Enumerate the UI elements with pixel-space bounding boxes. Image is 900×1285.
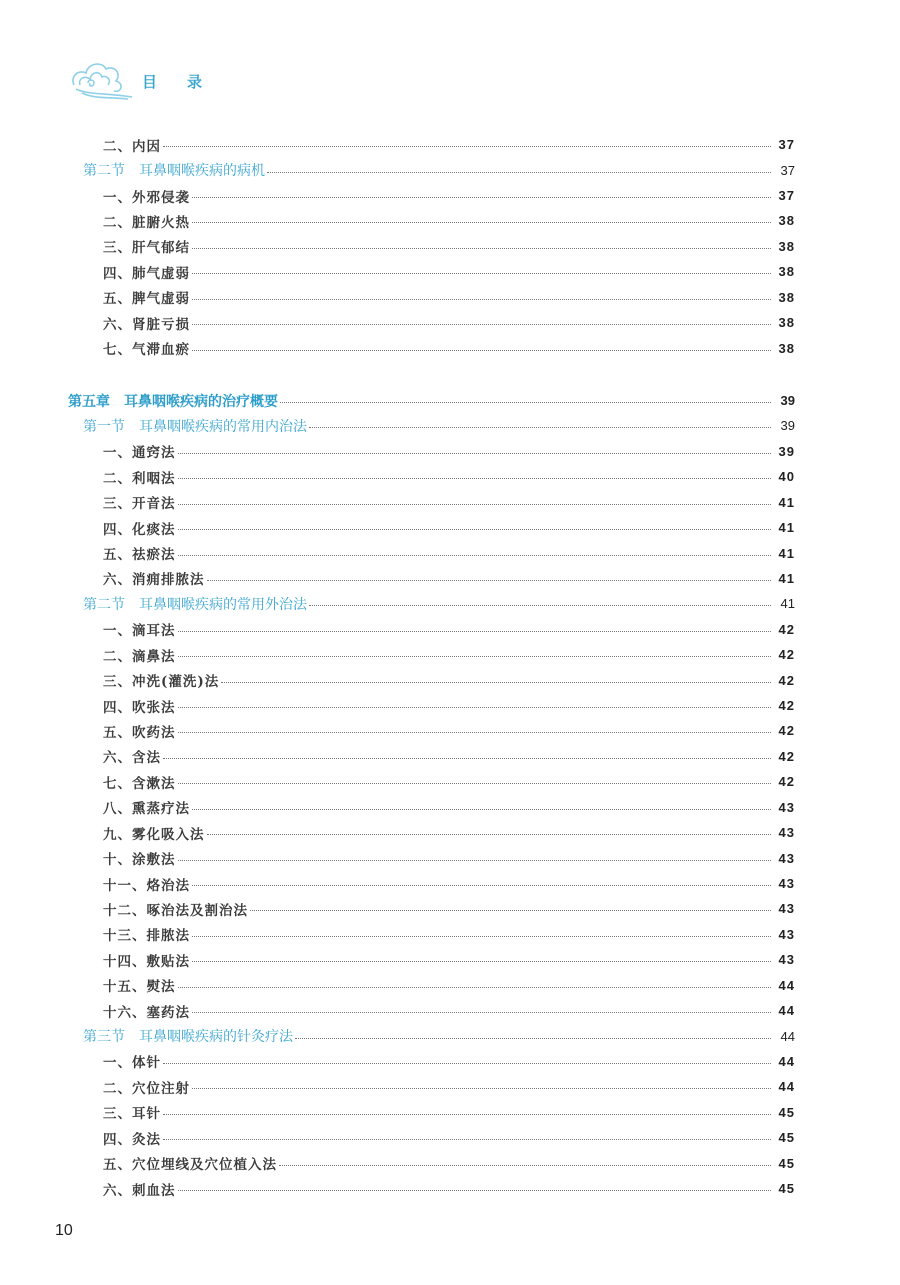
dot-leader — [279, 1165, 771, 1166]
cloud-ornament-icon — [68, 59, 134, 103]
toc-entry-title: 三、肝气郁结 — [103, 240, 190, 257]
toc-entry-title: 九、雾化吸入法 — [103, 826, 205, 843]
toc-entry-chapter[interactable] — [0, 388, 900, 413]
toc-entry-page: 42 — [778, 774, 795, 790]
toc-entry-item[interactable] — [0, 540, 900, 565]
toc-entry-item[interactable] — [0, 617, 900, 642]
dot-leader — [178, 1190, 772, 1191]
toc-entry-item[interactable] — [0, 769, 900, 794]
toc-entry-title: 二、内因 — [103, 138, 161, 155]
toc-entry-page: 43 — [778, 876, 795, 892]
toc-entry-item[interactable] — [0, 489, 900, 514]
toc-entry-title: 十三、排脓法 — [103, 928, 190, 945]
toc-entry-page: 40 — [778, 469, 795, 485]
toc-entry-title: 六、消痈排脓法 — [103, 572, 205, 589]
dot-leader — [178, 732, 772, 733]
dot-leader — [192, 299, 771, 300]
toc-entry-item[interactable] — [0, 234, 900, 259]
dot-leader — [163, 758, 771, 759]
toc-entry-title: 十四、敷贴法 — [103, 953, 190, 970]
toc-entry-page: 44 — [778, 1079, 795, 1095]
toc-entry-page: 43 — [778, 901, 795, 917]
dot-leader — [192, 350, 771, 351]
toc-entry-item[interactable] — [0, 1074, 900, 1099]
toc-entry-page: 43 — [778, 825, 795, 841]
toc-heading-char-1: 目 — [142, 72, 158, 91]
toc-entry-title: 四、灸法 — [103, 1131, 161, 1148]
dot-leader — [250, 910, 771, 911]
toc-entry-item[interactable] — [0, 515, 900, 540]
toc-entry-title: 十一、烙治法 — [103, 877, 190, 894]
dot-leader — [192, 809, 771, 810]
toc-entry-title: 十六、塞药法 — [103, 1004, 190, 1021]
toc-entry-title: 七、气滞血瘀 — [103, 342, 190, 359]
toc-heading-char-2: 录 — [187, 72, 203, 91]
toc-entry-item[interactable] — [0, 208, 900, 233]
toc-entry-page: 41 — [778, 570, 795, 586]
dot-leader — [178, 504, 772, 505]
toc-entry-page: 44 — [780, 1028, 795, 1044]
dot-leader — [192, 961, 771, 962]
dot-leader — [178, 987, 772, 988]
toc-entry-title: 五、脾气虚弱 — [103, 291, 190, 308]
toc-entry-page: 45 — [778, 1130, 795, 1146]
toc-entry-page: 38 — [778, 289, 795, 305]
dot-leader — [207, 580, 772, 581]
dot-leader — [192, 273, 771, 274]
toc-entry-section[interactable] — [0, 413, 900, 438]
toc-entry-title: 四、肺气虚弱 — [103, 265, 190, 282]
dot-leader — [267, 172, 771, 173]
dot-leader — [178, 555, 772, 556]
toc-entry-title: 第二节 耳鼻咽喉疾病的常用外治法 — [83, 596, 307, 613]
toc-entry-page: 42 — [778, 621, 795, 637]
toc-entry-item[interactable] — [0, 1176, 900, 1201]
toc-entry-page: 39 — [780, 393, 795, 408]
toc-entry-item[interactable] — [0, 795, 900, 820]
table-of-contents — [0, 132, 900, 1201]
dot-leader — [178, 529, 772, 530]
toc-entry-item[interactable] — [0, 744, 900, 769]
toc-entry-title: 二、穴位注射 — [103, 1080, 190, 1097]
toc-entry-title: 第二节 耳鼻咽喉疾病的病机 — [83, 163, 265, 180]
dot-leader — [192, 885, 771, 886]
toc-entry-page: 44 — [778, 977, 795, 993]
toc-entry-title: 二、脏腑火热 — [103, 214, 190, 231]
toc-entry-title: 五、祛瘀法 — [103, 547, 176, 564]
toc-entry-item[interactable] — [0, 132, 900, 157]
dot-leader — [192, 936, 771, 937]
toc-entry-title: 六、刺血法 — [103, 1182, 176, 1199]
toc-entry-page: 43 — [778, 952, 795, 968]
toc-entry-item[interactable] — [0, 439, 900, 464]
toc-entry-title: 一、外邪侵袭 — [103, 189, 190, 206]
toc-entry-page: 43 — [778, 799, 795, 815]
toc-entry-item[interactable] — [0, 718, 900, 743]
toc-entry-title: 六、含法 — [103, 750, 161, 767]
toc-entry-title: 四、吹张法 — [103, 699, 176, 716]
toc-entry-item[interactable] — [0, 566, 900, 591]
toc-entry-title: 第三节 耳鼻咽喉疾病的针灸疗法 — [83, 1029, 293, 1046]
dot-leader — [192, 1088, 771, 1089]
toc-entry-title: 二、利咽法 — [103, 470, 176, 487]
toc-entry-item[interactable] — [0, 947, 900, 972]
dot-leader — [163, 1063, 771, 1064]
toc-entry-title: 三、开音法 — [103, 496, 176, 513]
dot-leader — [178, 478, 772, 479]
toc-entry-item[interactable] — [0, 667, 900, 692]
toc-entry-title: 八、熏蒸疗法 — [103, 801, 190, 818]
toc-entry-item[interactable] — [0, 845, 900, 870]
dot-leader — [192, 197, 771, 198]
toc-entry-page: 43 — [778, 926, 795, 942]
toc-entry-title: 三、冲洗(灌洗)法 — [103, 674, 220, 691]
toc-entry-title: 一、通窍法 — [103, 445, 176, 462]
page-number: 10 — [55, 1222, 73, 1239]
toc-entry-title: 一、滴耳法 — [103, 623, 176, 640]
toc-entry-page: 42 — [778, 698, 795, 714]
toc-entry-item[interactable] — [0, 335, 900, 360]
toc-entry-page: 39 — [780, 418, 795, 434]
toc-entry-title: 三、耳针 — [103, 1106, 161, 1123]
dot-leader — [178, 860, 772, 861]
dot-leader — [192, 324, 771, 325]
toc-entry-page: 38 — [778, 238, 795, 254]
dot-leader — [207, 834, 772, 835]
toc-entry-page: 39 — [778, 443, 795, 459]
toc-entry-item[interactable] — [0, 183, 900, 208]
dot-leader — [280, 402, 771, 403]
toc-entry-page: 37 — [778, 137, 795, 153]
toc-entry-page: 41 — [778, 494, 795, 510]
toc-entry-title: 五、吹药法 — [103, 724, 176, 741]
toc-entry-item[interactable] — [0, 973, 900, 998]
toc-entry-title: 四、化痰法 — [103, 521, 176, 538]
toc-entry-page: 42 — [778, 723, 795, 739]
toc-entry-page: 41 — [778, 520, 795, 536]
toc-entry-item[interactable] — [0, 998, 900, 1023]
toc-entry-page: 41 — [780, 596, 795, 612]
toc-entry-page: 45 — [778, 1181, 795, 1197]
dot-leader — [178, 656, 772, 657]
toc-entry-page: 45 — [778, 1104, 795, 1120]
toc-entry-title: 十五、熨法 — [103, 979, 176, 996]
dot-leader — [178, 707, 772, 708]
toc-entry-item[interactable] — [0, 642, 900, 667]
toc-entry-item[interactable] — [0, 1125, 900, 1150]
toc-entry-item[interactable] — [0, 1049, 900, 1074]
page-header — [68, 58, 232, 104]
toc-entry-item[interactable] — [0, 820, 900, 845]
toc-entry-page: 37 — [780, 162, 795, 178]
toc-entry-page: 42 — [778, 672, 795, 688]
toc-entry-title: 十、涂敷法 — [103, 852, 176, 869]
toc-entry-page: 45 — [778, 1155, 795, 1171]
toc-entry-title: 六、肾脏亏损 — [103, 316, 190, 333]
toc-entry-page: 43 — [778, 850, 795, 866]
toc-entry-item[interactable] — [0, 922, 900, 947]
toc-entry-title: 七、含漱法 — [103, 775, 176, 792]
toc-spacer — [0, 361, 900, 388]
dot-leader — [163, 1139, 771, 1140]
toc-entry-page: 37 — [778, 188, 795, 204]
toc-entry-item[interactable] — [0, 693, 900, 718]
toc-entry-page: 38 — [778, 315, 795, 331]
toc-entry-item[interactable] — [0, 1150, 900, 1175]
dot-leader — [221, 682, 771, 683]
toc-entry-page: 38 — [778, 264, 795, 280]
toc-entry-item[interactable] — [0, 896, 900, 921]
dot-leader — [163, 146, 771, 147]
toc-entry-title: 第一节 耳鼻咽喉疾病的常用内治法 — [83, 418, 307, 435]
toc-entry-page: 38 — [778, 340, 795, 356]
dot-leader — [192, 1012, 771, 1013]
dot-leader — [192, 222, 771, 223]
dot-leader — [192, 248, 771, 249]
dot-leader — [178, 631, 772, 632]
toc-entry-page: 41 — [778, 545, 795, 561]
toc-entry-item[interactable] — [0, 285, 900, 310]
toc-heading — [142, 71, 232, 92]
toc-entry-title: 十二、啄治法及割治法 — [103, 902, 248, 919]
toc-entry-page: 38 — [778, 213, 795, 229]
toc-entry-section[interactable] — [0, 591, 900, 616]
toc-entry-item[interactable] — [0, 464, 900, 489]
dot-leader — [178, 453, 772, 454]
toc-entry-page: 42 — [778, 647, 795, 663]
toc-entry-item[interactable] — [0, 1100, 900, 1125]
toc-entry-title: 五、穴位埋线及穴位植入法 — [103, 1157, 277, 1174]
toc-entry-section[interactable] — [0, 1023, 900, 1048]
toc-entry-title: 二、滴鼻法 — [103, 648, 176, 665]
toc-entry-page: 44 — [778, 1003, 795, 1019]
toc-entry-title: 第五章 耳鼻咽喉疾病的治疗概要 — [68, 393, 278, 410]
toc-entry-item[interactable] — [0, 871, 900, 896]
dot-leader — [295, 1038, 771, 1039]
dot-leader — [163, 1114, 771, 1115]
toc-entry-item[interactable] — [0, 259, 900, 284]
dot-leader — [178, 783, 772, 784]
dot-leader — [309, 605, 771, 606]
toc-entry-page: 44 — [778, 1053, 795, 1069]
toc-entry-item[interactable] — [0, 310, 900, 335]
toc-entry-page: 42 — [778, 748, 795, 764]
dot-leader — [309, 427, 771, 428]
toc-entry-section[interactable] — [0, 157, 900, 182]
toc-entry-title: 一、体针 — [103, 1055, 161, 1072]
